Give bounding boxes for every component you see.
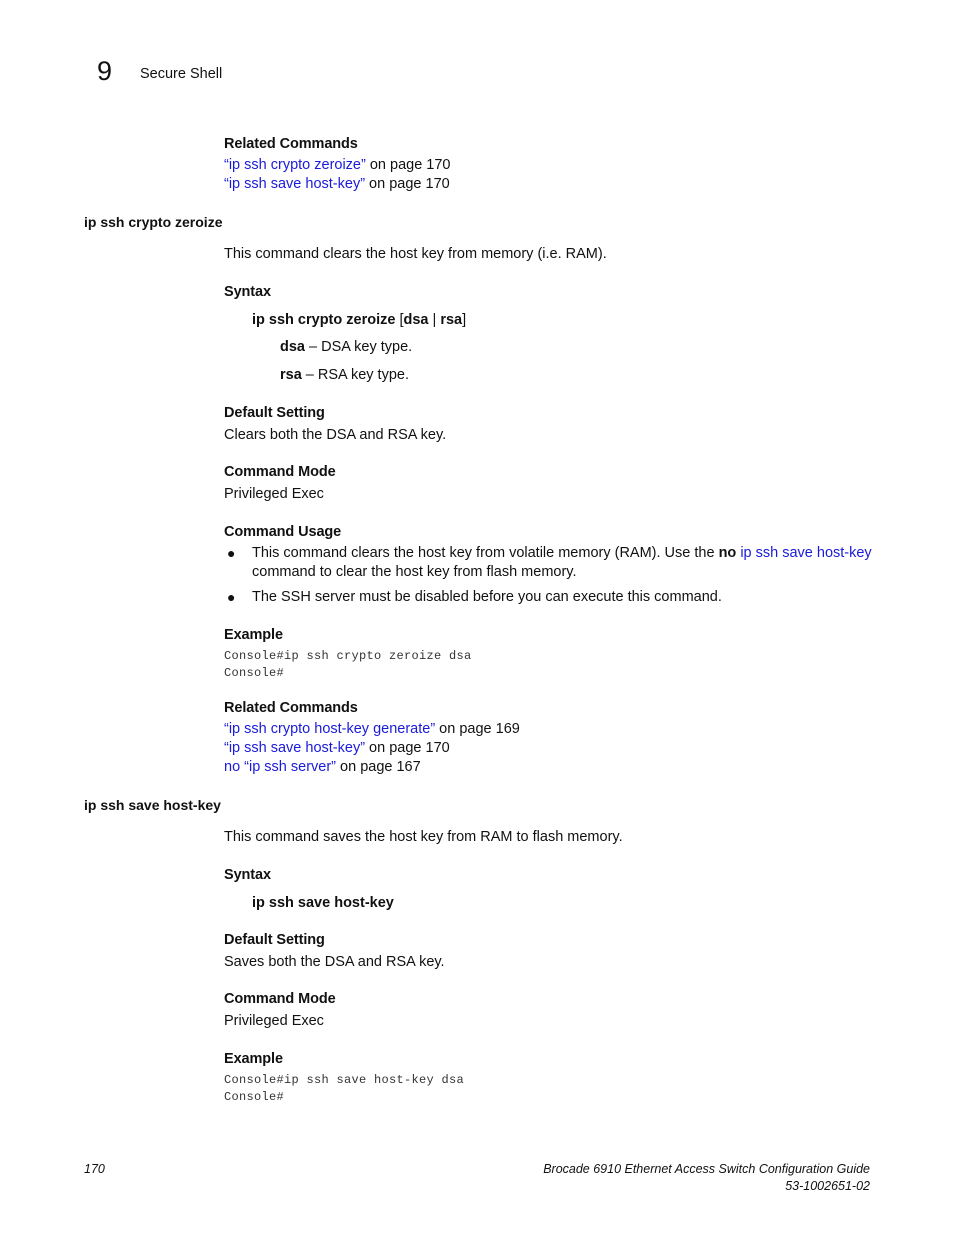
example-heading: Example [224,1051,283,1067]
param-desc: – RSA key type. [301,367,409,383]
page-ref: on page 169 [435,721,520,737]
usage-text [252,545,872,561]
usage-text-part: This command clears the host key from volatile memory (RAM). Use the [252,545,719,561]
page-ref: on page 167 [336,759,421,775]
default-setting-text: Saves both the DSA and RSA key. [224,954,445,970]
related-link[interactable]: “ip ssh crypto host-key generate” [224,721,436,737]
param-desc: – DSA key type. [305,339,413,355]
related-link[interactable]: “ip ssh save host-key” [224,740,366,756]
related-link[interactable]: no “ip ssh server” [224,759,337,775]
code-line: Console#ip ssh crypto zeroize dsa [224,649,472,663]
related-commands-heading: Related Commands [224,136,358,152]
default-setting-heading: Default Setting [224,405,325,421]
doc-title: Brocade 6910 Ethernet Access Switch Configuration Guide [543,1162,870,1176]
syntax-line [252,312,466,328]
section-title-save-host-key: ip ssh save host-key [84,797,221,813]
default-setting-heading: Default Setting [224,932,325,948]
syntax-heading: Syntax [224,867,271,883]
usage-link[interactable]: ip ssh save host-key [740,545,872,561]
syntax-command: ip ssh crypto zeroize [252,312,396,328]
related-item [224,721,520,737]
code-line: Console# [224,1090,285,1104]
syntax-command: ip ssh save host-key [252,895,394,911]
param-dsa [280,339,412,355]
command-usage-heading: Command Usage [224,524,342,540]
syntax-separator: | [428,312,441,328]
doc-number: 53-1002651-02 [785,1179,870,1193]
page-ref: on page 170 [365,157,451,173]
chapter-number: 9 [97,56,113,86]
syntax-heading: Syntax [224,284,271,300]
example-heading: Example [224,627,283,643]
default-setting-text: Clears both the DSA and RSA key. [224,427,447,443]
syntax-bracket: [ [395,312,404,328]
related-item [224,176,450,192]
param-name: rsa [280,367,302,383]
syntax-option: rsa [440,312,463,328]
related-item [224,740,450,756]
code-line: Console# [224,666,285,680]
bullet-icon: ● [227,589,236,605]
command-mode-text: Privileged Exec [224,486,324,502]
related-item [224,157,451,173]
syntax-bracket: ] [462,312,467,328]
usage-text: The SSH server must be disabled before you can execute this command. [252,589,722,605]
page-ref: on page 170 [365,740,450,756]
description: This command clears the host key from memory (i.e. RAM). [224,246,607,262]
command-mode-heading: Command Mode [224,464,336,480]
related-link[interactable]: “ip ssh crypto zeroize” [224,157,366,173]
related-item [224,759,421,775]
no-keyword: no [718,545,737,561]
description: This command saves the host key from RAM to flash memory. [224,829,623,845]
bullet-icon: ● [227,545,236,561]
command-mode-heading: Command Mode [224,991,336,1007]
param-rsa [280,367,409,383]
command-mode-text: Privileged Exec [224,1013,324,1029]
usage-text-cont: command to clear the host key from flash memory. [252,564,577,580]
related-link[interactable]: “ip ssh save host-key” [224,176,366,192]
section-title-zeroize: ip ssh crypto zeroize [84,214,223,230]
code-line: Console#ip ssh save host-key dsa [224,1073,465,1087]
page-number: 170 [84,1162,105,1176]
chapter-title: Secure Shell [140,66,223,82]
param-name: dsa [280,339,305,355]
page-ref: on page 170 [365,176,450,192]
syntax-option: dsa [403,312,429,328]
related-commands-heading: Related Commands [224,700,358,716]
